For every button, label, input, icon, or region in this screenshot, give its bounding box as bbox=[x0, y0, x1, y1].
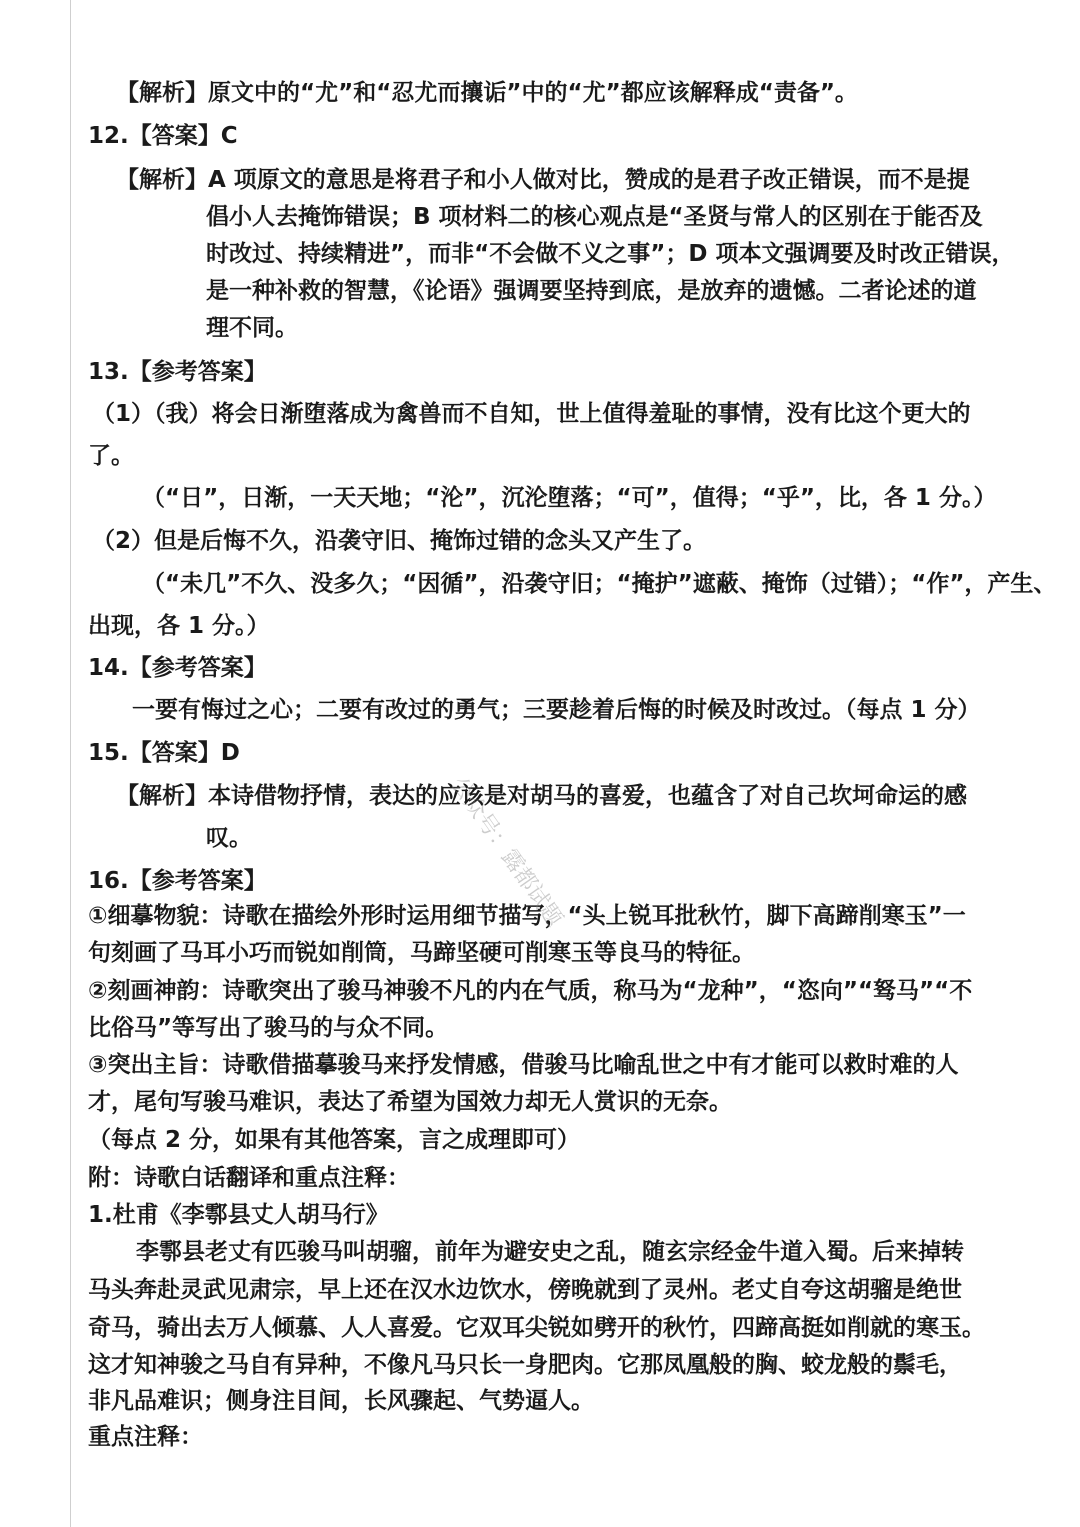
text-line: 时改过、持续精进”，而非“不会做不义之事”；D 项本文强调要及时改正错误， bbox=[206, 241, 1015, 267]
text-line: 是一种补救的智慧，《论语》强调要坚持到底，是放弃的遗憾。二者论述的道 bbox=[206, 278, 977, 304]
text-line: 了。 bbox=[88, 443, 134, 469]
question-heading: 12.【答案】C bbox=[88, 123, 238, 149]
text-line: 才，尾句写骏马难识，表达了希望为国效力却无人赏识的无奈。 bbox=[88, 1089, 732, 1115]
watermark-text: 公众号：露都试题 bbox=[445, 772, 567, 932]
text-line: 叹。 bbox=[206, 825, 252, 851]
question-heading: 15.【答案】D bbox=[88, 740, 240, 766]
page-edge-line bbox=[70, 0, 71, 1527]
text-line: ③突出主旨：诗歌借描摹骏马来抒发情感，借骏马比喻乱世之中有才能可以救时难的人 bbox=[88, 1052, 959, 1078]
section-heading: 1.杜甫《李鄠县丈人胡马行》 bbox=[88, 1202, 389, 1228]
question-heading: 13.【参考答案】 bbox=[88, 359, 267, 385]
text-line: 一要有悔过之心；二要有改过的勇气；三要趁着后悔的时候及时改过。（每点 1 分） bbox=[132, 697, 981, 723]
section-heading: 重点注释： bbox=[88, 1424, 203, 1450]
text-line: 【解析】本诗借物抒情，表达的应该是对胡马的喜爱，也蕴含了对自己坎坷命运的感 bbox=[116, 783, 967, 809]
text-line: 非凡品难识；侧身注目间，长风骤起、气势逼人。 bbox=[88, 1388, 594, 1414]
text-line: 【解析】原文中的“尤”和“忍尤而攘诟”中的“尤”都应该解释成“责备”。 bbox=[116, 80, 858, 106]
text-line: 【解析】A 项原文的意思是将君子和小人做对比，赞成的是君子改正错误，而不是提 bbox=[116, 167, 970, 193]
text-line: 李鄠县老丈有匹骏马叫胡骝，前年为避安史之乱，随玄宗经金牛道入蜀。后来掉转 bbox=[136, 1239, 964, 1265]
text-line: 这才知神骏之马自有异种，不像凡马只长一身肥肉。它那凤凰般的胸、蛟龙般的鬃毛， bbox=[88, 1352, 962, 1378]
text-line: （“日”，日渐，一天天地；“沦”，沉沦堕落；“可”，值得；“乎”，比，各 1 分。） bbox=[142, 485, 997, 511]
text-line: ②刻画神韵：诗歌突出了骏马神骏不凡的内在气质，称马为“龙种”，“恣向”“驽马”“不 bbox=[88, 978, 973, 1004]
question-heading: 16.【参考答案】 bbox=[88, 868, 267, 894]
text-line: 句刻画了马耳小巧而锐如削筒，马蹄坚硬可削寒玉等良马的特征。 bbox=[88, 940, 755, 966]
question-heading: 14.【参考答案】 bbox=[88, 655, 267, 681]
text-line: 奇马，骑出去万人倾慕、人人喜爱。它双耳尖锐如劈开的秋竹，四蹄高挺如削就的寒玉。 bbox=[88, 1315, 985, 1341]
text-line: （2）但是后悔不久，沿袭守旧、掩饰过错的念头又产生了。 bbox=[92, 528, 707, 554]
text-line: （每点 2 分，如果有其他答案，言之成理即可） bbox=[88, 1127, 581, 1153]
text-line: （“未几”不久、没多久；“因循”，沿袭守旧；“掩护”遮蔽、掩饰（过错）；“作”，产生、 bbox=[142, 571, 1057, 597]
text-line: 附：诗歌白话翻译和重点注释： bbox=[88, 1165, 410, 1191]
text-line: 出现，各 1 分。） bbox=[88, 613, 270, 639]
text-line: （1）（我）将会日渐堕落成为禽兽而不自知，世上值得羞耻的事情，没有比这个更大的 bbox=[92, 401, 971, 427]
text-line: 马头奔赴灵武见肃宗，早上还在汉水边饮水，傍晚就到了灵州。老丈自夸这胡骝是绝世 bbox=[88, 1277, 962, 1303]
text-line: 倡小人去掩饰错误；B 项材料二的核心观点是“圣贤与常人的区别在于能否及 bbox=[206, 204, 983, 230]
text-line: 理不同。 bbox=[206, 315, 298, 341]
text-line: 比俗马”等写出了骏马的与众不同。 bbox=[88, 1015, 449, 1041]
text-line: ①细摹物貌：诗歌在描绘外形时运用细节描写，“头上锐耳批秋竹，脚下高蹄削寒玉”一 bbox=[88, 903, 966, 929]
